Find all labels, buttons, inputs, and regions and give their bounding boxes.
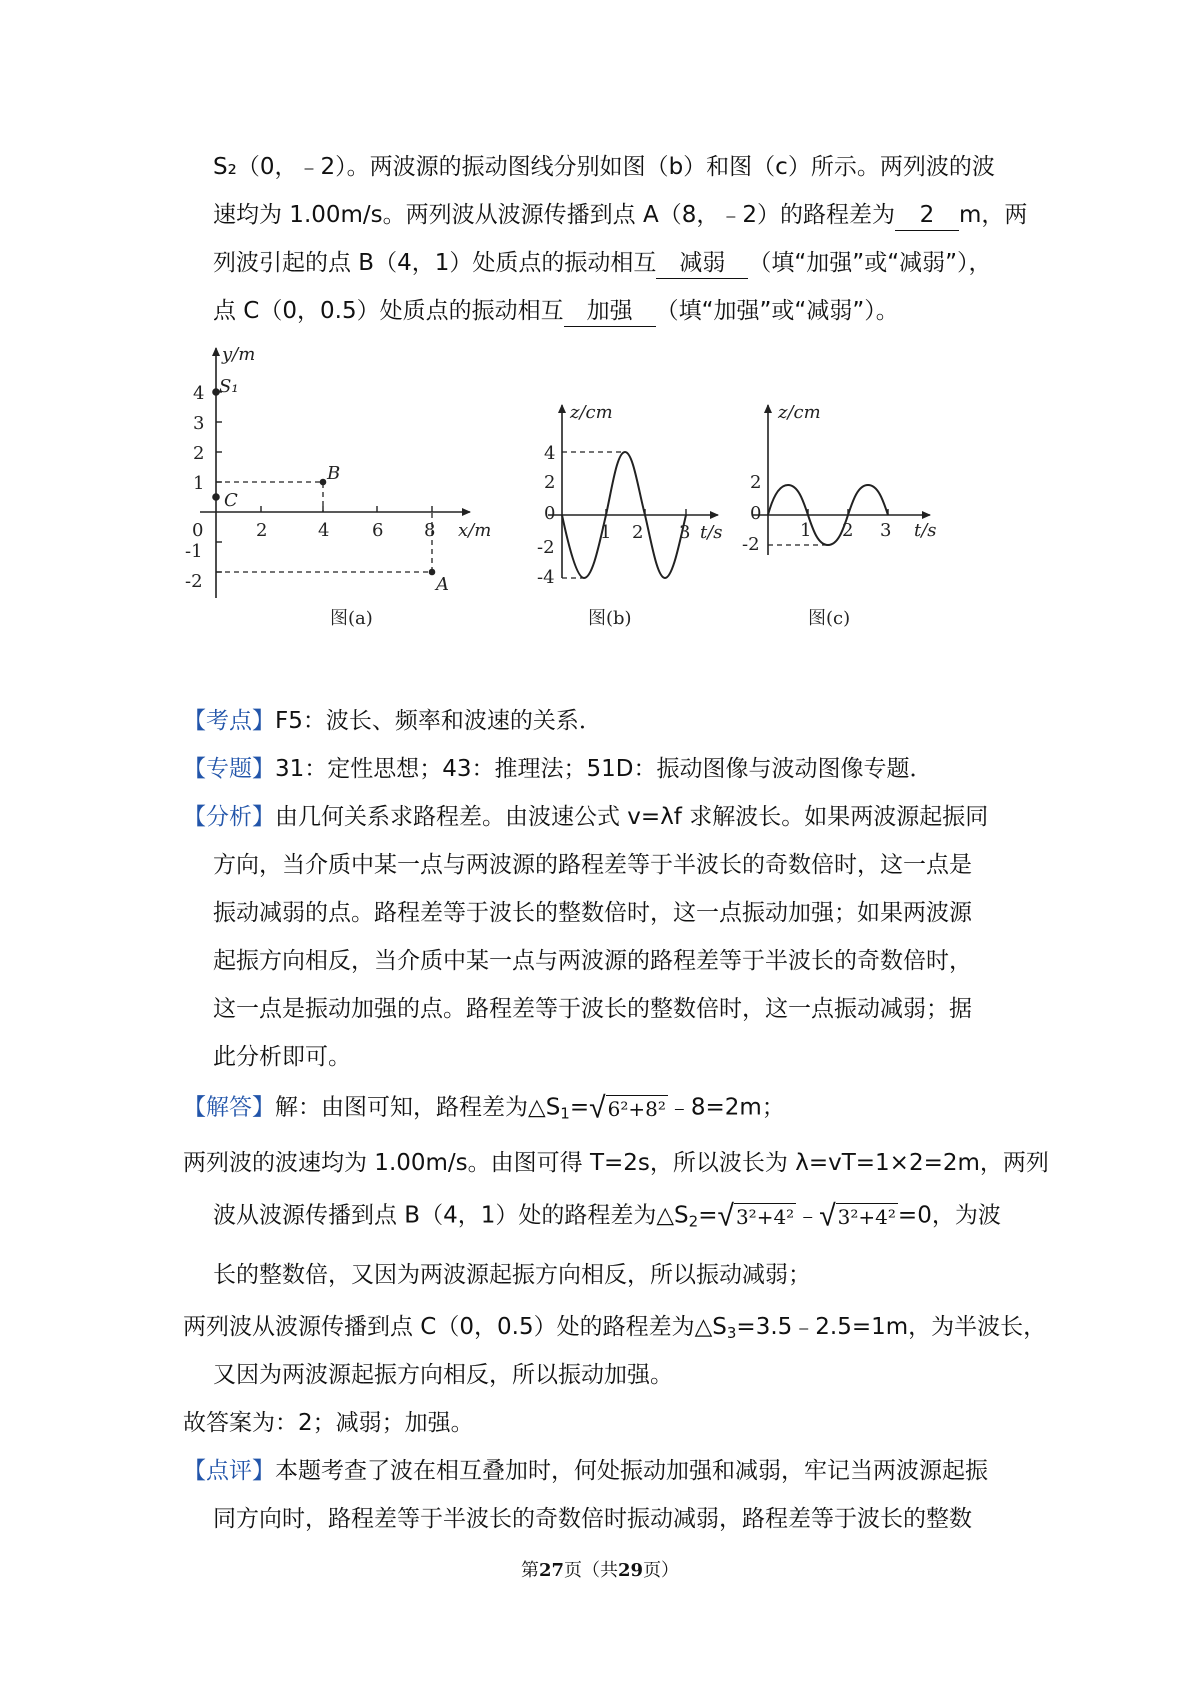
problem-line-2: [213, 198, 1027, 232]
figure-c-caption: 图(c): [808, 608, 851, 629]
fenxi-line-3: 振动减弱的点。路程差等于波长的整数倍时，这一点振动加强；如果两波源: [213, 900, 972, 926]
jieda-line-1: [183, 1090, 785, 1126]
point-c-label: C: [224, 490, 238, 511]
dianping-tag: 【点评】: [183, 1458, 275, 1484]
answer-blank-3: 加强: [564, 296, 656, 327]
fenxi-line-4: 起振方向相反，当介质中某一点与两波源的路程差等于半波长的奇数倍时，: [213, 948, 972, 974]
z-tick-label: -2: [742, 534, 760, 555]
figure-a-caption: 图(a): [330, 608, 373, 629]
fenxi-line-2: 方向，当介质中某一点与两波源的路程差等于半波长的奇数倍时，这一点是: [213, 852, 972, 878]
page-footer: [0, 1556, 1200, 1582]
x-tick-label: 8: [424, 520, 436, 541]
jieda-text: =3.5﹣2.5=1m，为半波长，: [736, 1314, 1047, 1340]
jieda-text: ﹣8=2m；: [667, 1094, 785, 1121]
t-tick-label: 1: [600, 522, 612, 543]
minus: ﹣: [796, 1202, 820, 1229]
z-tick-label: 0: [544, 503, 556, 524]
jieda-text: =0，为波: [897, 1202, 1001, 1229]
radicand: 3²+4²: [735, 1205, 795, 1229]
problem-line-4: [213, 294, 899, 328]
point-a-label: A: [436, 574, 449, 595]
jieda-line-4: 长的整数倍，又因为两波源起振方向相反，所以振动减弱；: [213, 1262, 811, 1288]
zhuanti-line: [183, 752, 933, 786]
footer-text: 页）: [643, 1560, 680, 1581]
point-a: [430, 570, 435, 575]
jieda-line-2: 两列波的波速均为 1.00m/s。由图可得 T=2s，所以波长为 λ=vT=1×2=2m，两列: [183, 1150, 1049, 1176]
dianping-line-2: 同方向时，路程差等于半波长的奇数倍时振动减弱，路程差等于波长的整数: [213, 1506, 972, 1532]
z-axis-label: z/cm: [570, 402, 613, 423]
equals: =: [698, 1202, 718, 1229]
z-tick-label: 4: [544, 443, 556, 464]
kaodian-line: [183, 704, 602, 738]
jieda-text: 波从波源传播到点 B（4，1）处的路程差为△S: [213, 1202, 689, 1229]
point-c: [213, 494, 219, 500]
problem-line-3: [213, 246, 992, 280]
y-tick-label: -1: [185, 541, 203, 562]
y-tick-label: 2: [193, 443, 205, 464]
figure-b-caption: 图(b): [588, 608, 632, 629]
z-tick-label: 2: [750, 472, 762, 493]
t-tick-label: 2: [632, 522, 644, 543]
t-axis-label: t/s: [914, 520, 937, 541]
jieda-line-5: [183, 1310, 1046, 1344]
t-ticks-b: [606, 509, 686, 515]
problem-line-1: S₂（0，﹣2）。两波源的振动图线分别如图（b）和图（c）所示。两列波的波: [213, 154, 995, 180]
t-tick-label: 2: [842, 520, 854, 541]
y-axis-label: y/m: [222, 344, 256, 365]
t-tick-label: 3: [880, 520, 892, 541]
point-s1-label: S₁: [219, 376, 239, 397]
figure-a-labels: [185, 344, 491, 629]
fenxi-line-6: 此分析即可。: [213, 1044, 351, 1070]
jieda-line-6: 又因为两波源起振方向相反，所以振动加强。: [213, 1362, 673, 1388]
dianping-line-1: [183, 1454, 988, 1488]
radicand: 6²+8²: [607, 1097, 666, 1121]
fenxi-line-5: 这一点是振动加强的点。路程差等于波长的整数倍时，这一点振动减弱；据: [213, 996, 972, 1022]
t-tick-label: 1: [800, 520, 812, 541]
figure-b: [548, 405, 718, 578]
jieda-tag: 【解答】: [183, 1094, 275, 1121]
radical-3: √ 3²+4²: [819, 1198, 896, 1234]
radical-2: √ 3²+4²: [717, 1198, 795, 1234]
problem-text: 列波引起的点 B（4，1）处质点的振动相互: [213, 250, 657, 276]
fenxi-tag: 【分析】: [183, 804, 275, 830]
z-axis-label: z/cm: [778, 402, 821, 423]
y-tick-label: 3: [193, 413, 205, 434]
x-tick-label: 6: [372, 520, 384, 541]
dianping-text: 本题考查了波在相互叠加时，何处振动加强和减弱，牢记当两波源起振: [275, 1458, 988, 1484]
jieda-text: 两列波从波源传播到点 C（0，0.5）处的路程差为△S: [183, 1314, 727, 1340]
kaodian-text: F5：波长、频率和波速的关系．: [275, 708, 602, 734]
fenxi-text: 由几何关系求路程差。由波速公式 v=λf 求解波长。如果两波源起振同: [275, 804, 989, 830]
x-ticks-a: [261, 506, 432, 512]
subscript: 2: [688, 1212, 699, 1231]
point-b: [321, 480, 326, 485]
zhuanti-tag: 【专题】: [183, 756, 275, 782]
z-tick-label: 0: [750, 503, 762, 524]
answer-blank-1: 2: [895, 200, 959, 231]
y-tick-label: 0: [192, 520, 204, 541]
z-tick-label: -4: [537, 567, 555, 588]
fenxi-line-1: [183, 800, 988, 834]
z-tick-label: 2: [544, 472, 556, 493]
problem-text: 点 C（0，0.5）处质点的振动相互: [213, 298, 564, 324]
z-tick-label: -2: [537, 537, 555, 558]
y-tick-label: 1: [193, 473, 205, 494]
footer-text: 页（共: [564, 1560, 618, 1581]
t-axis-label: t/s: [700, 522, 723, 543]
footer-text: 第: [520, 1560, 539, 1581]
subscript: 3: [726, 1324, 737, 1342]
radical-1: √ 6²+8²: [589, 1090, 666, 1126]
kaodian-tag: 【考点】: [183, 708, 275, 734]
point-b-label: B: [327, 463, 341, 484]
jieda-line-7: 故答案为：2；减弱；加强。: [183, 1410, 474, 1436]
figures: [0, 330, 1200, 650]
problem-text: （填“加强”或“减弱”）。: [655, 298, 899, 324]
figure-c: [752, 405, 930, 555]
x-tick-label: 2: [256, 520, 268, 541]
zhuanti-text: 31：定性思想；43：推理法；51D：振动图像与波动图像专题．: [275, 756, 933, 782]
radicand: 3²+4²: [837, 1205, 896, 1229]
y-tick-label: 4: [193, 383, 205, 404]
jieda-text: 解：由图可知，路程差为△S: [275, 1094, 561, 1121]
problem-text: （填“加强”或“减弱”），: [748, 250, 992, 276]
equals: =: [569, 1094, 590, 1121]
answer-blank-2: 减弱: [656, 248, 748, 279]
jieda-line-3: [213, 1198, 1001, 1234]
t-tick-label: 3: [679, 522, 691, 543]
page-number: 27: [538, 1560, 564, 1581]
total-pages: 29: [618, 1560, 644, 1581]
problem-text: 速均为 1.00m/s。两列波从波源传播到点 A（8，﹣2）的路程差为: [213, 202, 895, 228]
problem-text: m，两: [958, 202, 1028, 228]
y-tick-label: -2: [185, 571, 203, 592]
x-axis-label: x/m: [458, 520, 492, 541]
subscript: 1: [560, 1104, 570, 1123]
x-tick-label: 4: [318, 520, 330, 541]
